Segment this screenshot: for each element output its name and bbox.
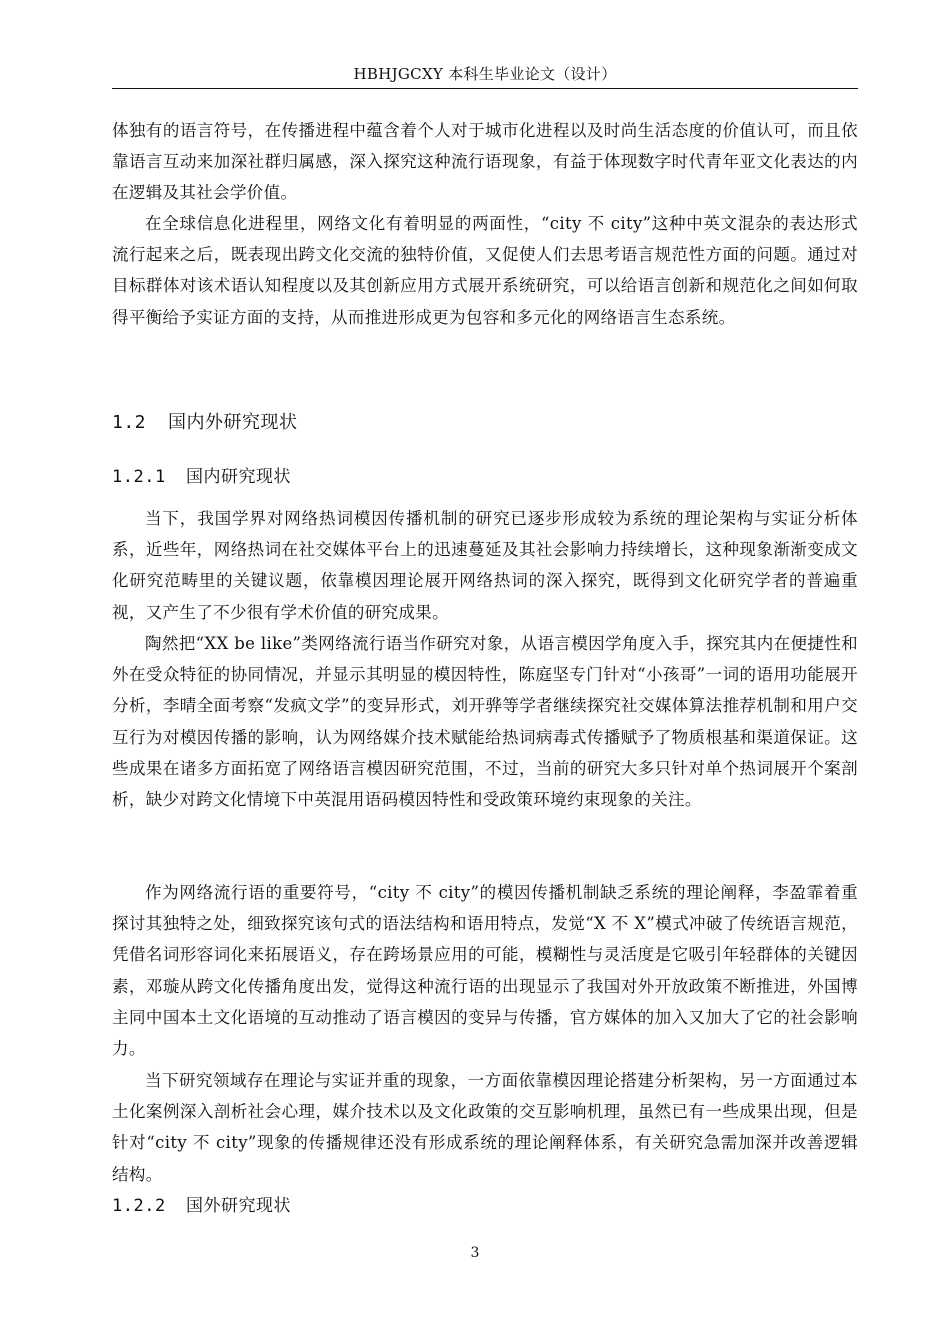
section-number: 1.2 (112, 412, 147, 433)
page-header: HBHJGCXY 本科生毕业论文（设计） (353, 65, 617, 83)
paragraph: 在全球信息化进程里，网络文化有着明显的两面性，“city 不 city”这种中英文混杂的表达形式流行起来之后，既表现出跨文化交流的独特价值，又促使人们去思考语言规范性方面的问题。通过对目标群体对该术语认知程度以及其创新应用方式展开系统研究，可以给语言创新和规范化之间如何取得平衡给予实证方面的支持，从而推进形成更为包容和多元化的网络语言生态系统。 (112, 214, 858, 327)
paragraph: 当下，我国学界对网络热词模因传播机制的研究已逐步形成较为系统的理论架构与实证分析体系，近些年，网络热词在社交媒体平台上的迅速蔓延及其社会影响力持续增长，这种现象渐渐变成文化研究范畴里的关键议题，依靠模因理论展开网络热词的深入探究，既得到文化研究学者的普遍重视，又产生了不少很有学术价值的研究成果。 (112, 509, 858, 622)
header-rule (112, 88, 858, 89)
subsection-heading-1-2-2 (112, 1193, 291, 1219)
paragraph: 体独有的语言符号，在传播进程中蕴含着个人对于城市化进程以及时尚生活态度的价值认可，而且依靠语言互动来加深社群归属感，深入探究这种流行语现象，有益于体现数字时代青年亚文化表达的内在逻辑及其社会学价值。 (112, 121, 858, 203)
subsection-title: 国外研究现状 (186, 1196, 291, 1216)
paragraph: 当下研究领域存在理论与实证并重的现象，一方面依靠模因理论搭建分析架构，另一方面通过本土化案例深入剖析社会心理，媒介技术以及文化政策的交互影响机理，虽然已有一些成果出现，但是针对“city 不 city”现象的传播规律还没有形成系统的理论阐释体系，有关研究急需加深并改善逻辑结构。 (112, 1071, 858, 1184)
subsection-number: 1.2.2 (112, 1196, 166, 1216)
page-number: 3 (470, 1245, 480, 1261)
paragraph: 陶然把“XX be like”类网络流行语当作研究对象，从语言模因学角度入手，探究其内在便捷性和外在受众特征的协同情况，并显示其明显的模因特性，陈庭坚专门针对“小孩哥”一词的语用功能展开分析，李晴全面考察“发疯文学”的变异形式，刘开骅等学者继续探究社交媒体算法推荐机制和用户交互行为对模因传播的影响，认为网络媒介技术赋能给热词病毒式传播赋予了物质根基和渠道保证。这些成果在诸多方面拓宽了网络语言模因研究范围，不过，当前的研究大多只针对单个热词展开个案剖析，缺少对跨文化情境下中英混用语码模因特性和受政策环境约束现象的关注。 (112, 634, 858, 810)
subsection-title: 国内研究现状 (186, 467, 291, 487)
section-title: 国内外研究现状 (168, 412, 298, 433)
section-heading-1-2 (112, 410, 298, 436)
paragraph: 作为网络流行语的重要符号，“city 不 city”的模因传播机制缺乏系统的理论阐释，李盈霏着重探讨其独特之处，细致探究该句式的语法结构和语用特点，发觉“X 不 X”模式冲破了传统语言规范，凭借名词形容词化来拓展语义，存在跨场景应用的可能，模糊性与灵活度是它吸引年轻群体的关键因素，邓璇从跨文化传播角度出发，觉得这种流行语的出现显示了我国对外开放政策不断推进，外国博主同中国本土文化语境的互动推动了语言模因的变异与传播，官方媒体的加入又加大了它的社会影响力。 (112, 883, 858, 1059)
subsection-number: 1.2.1 (112, 467, 166, 487)
subsection-heading-1-2-1 (112, 464, 291, 490)
